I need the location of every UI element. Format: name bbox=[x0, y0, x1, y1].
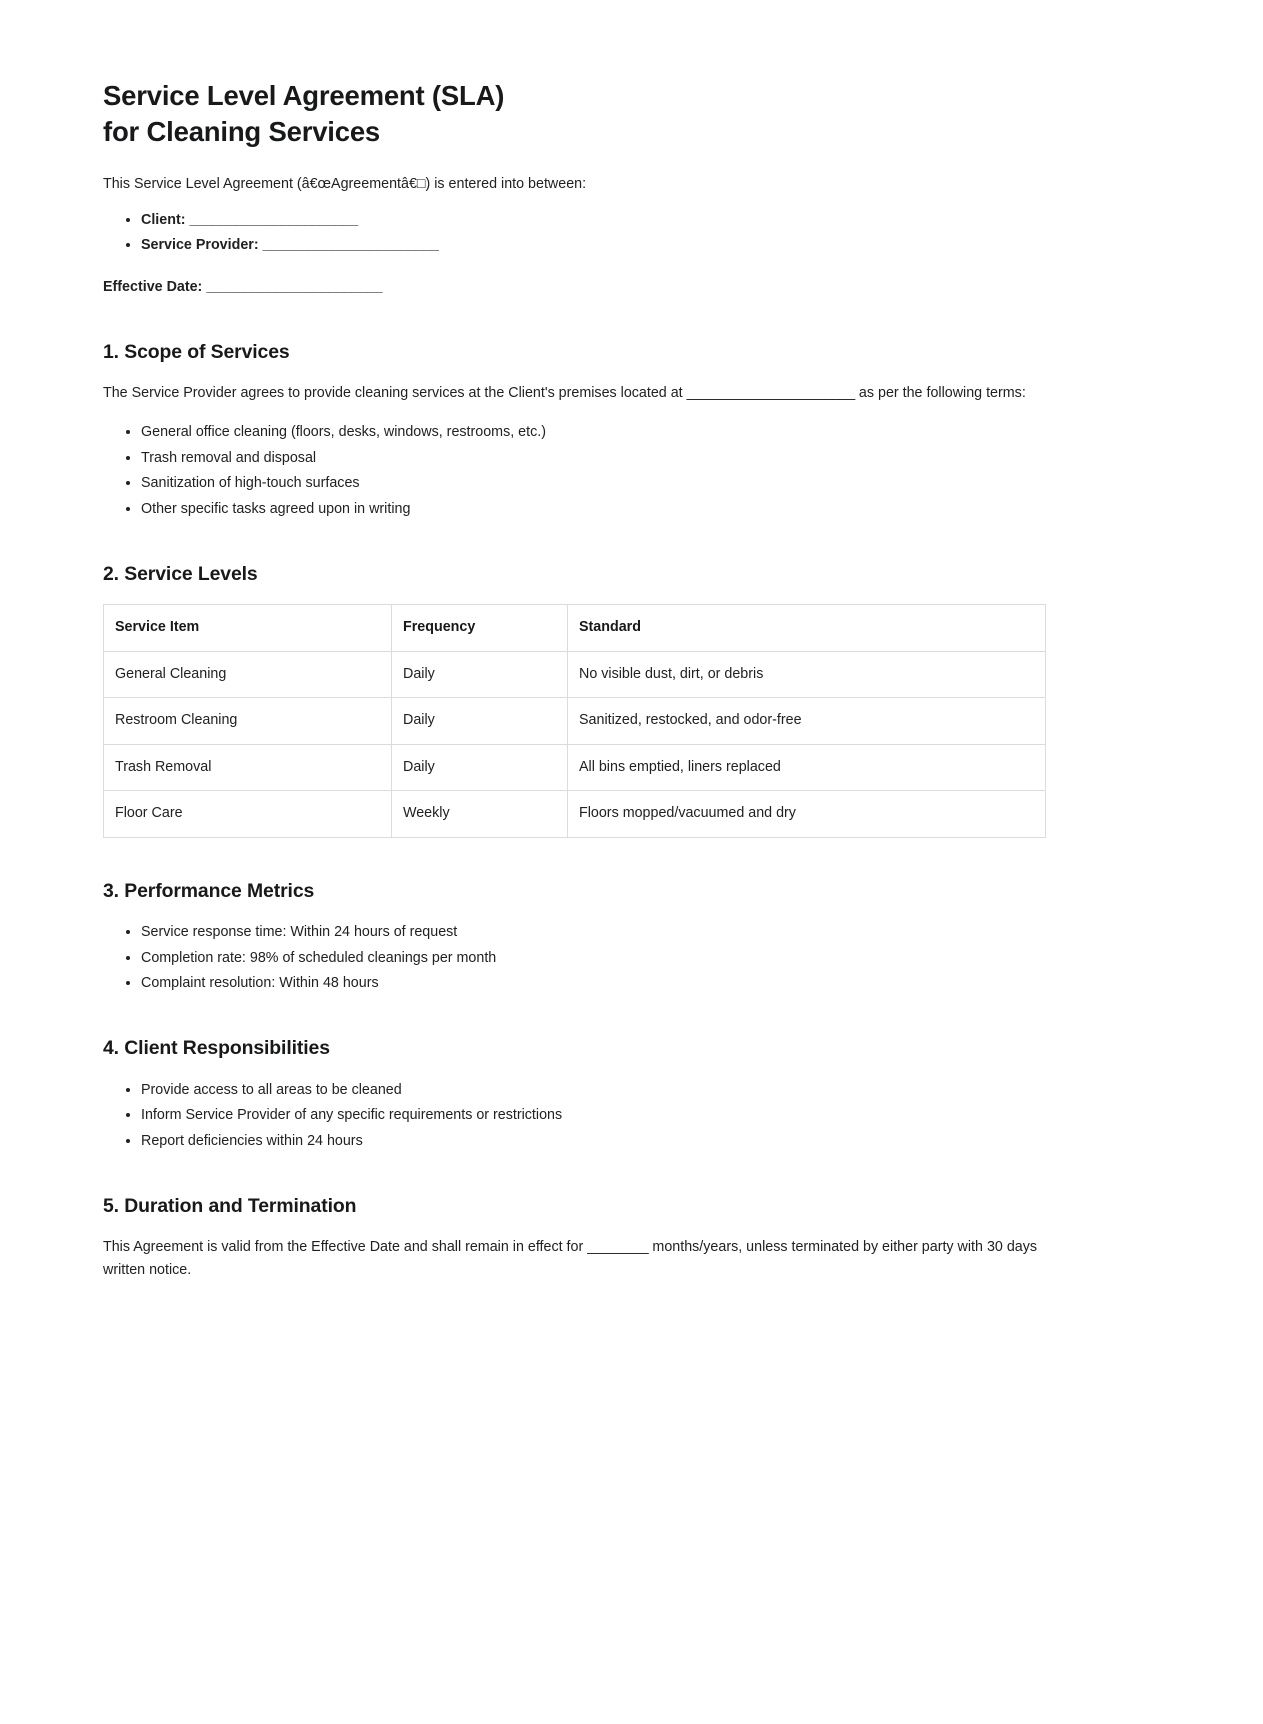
page-title-line-2: for Cleaning Services bbox=[103, 116, 381, 148]
cell-standard: All bins emptied, liners replaced bbox=[568, 744, 1046, 790]
section-heading-duration-termination: 5. Duration and Termination bbox=[103, 1195, 357, 1217]
client-label: Client: bbox=[141, 211, 186, 228]
list-item: • Completion rate: 98% of scheduled cleanings per month bbox=[141, 947, 1045, 970]
list-item: • General office cleaning (floors, desks, windows, restrooms, etc.) bbox=[141, 421, 1045, 444]
duration-term-blank: ________ bbox=[587, 1239, 649, 1256]
effective-date-label: Effective Date: bbox=[103, 278, 203, 295]
section-heading-client-responsibilities: 4. Client Responsibilities bbox=[103, 1037, 330, 1060]
list-item-service-provider bbox=[141, 234, 1045, 257]
parties-list bbox=[103, 209, 1045, 258]
section-heading-performance-metrics: 3. Performance Metrics bbox=[103, 879, 315, 902]
page-title-line-1: Service Level Agreement (SLA) bbox=[103, 80, 505, 111]
list-item-client bbox=[141, 209, 1045, 232]
table-row bbox=[104, 698, 1046, 744]
table-row bbox=[104, 791, 1046, 837]
client-blank: ______________________ bbox=[189, 211, 358, 228]
cell-standard: Sanitized, restocked, and odor-free bbox=[568, 698, 1046, 744]
cell-frequency: Daily bbox=[392, 698, 568, 744]
list-item: • Complaint resolution: Within 48 hours bbox=[141, 972, 1045, 995]
scope-paragraph-text-after: as per the following terms: bbox=[854, 384, 1026, 401]
table-row bbox=[104, 651, 1046, 697]
cell-standard: Floors mopped/vacuumed and dry bbox=[568, 791, 1046, 837]
service-provider-blank: _______________________ bbox=[262, 237, 439, 254]
list-item: • Other specific tasks agreed upon in writing bbox=[141, 498, 1045, 521]
cell-service-item: Floor Care bbox=[104, 791, 392, 837]
cell-service-item: Restroom Cleaning bbox=[104, 698, 392, 744]
list-item: • Sanitization of high-touch surfaces bbox=[141, 472, 1045, 495]
cell-frequency: Daily bbox=[392, 651, 568, 697]
duration-paragraph bbox=[103, 1236, 1045, 1282]
cell-standard: No visible dust, dirt, or debris bbox=[568, 651, 1046, 697]
cell-frequency: Daily bbox=[392, 744, 568, 790]
column-header-frequency: Frequency bbox=[392, 605, 568, 651]
list-item: • Provide access to all areas to be cleaned bbox=[141, 1079, 1045, 1102]
service-levels-table bbox=[103, 604, 1046, 837]
column-header-service-item: Service Item bbox=[104, 605, 392, 651]
scope-paragraph-text-before: The Service Provider agrees to provide cleaning services at the Client's premises located at bbox=[103, 384, 687, 401]
list-item: • Service response time: Within 24 hours of request bbox=[141, 921, 1045, 944]
effective-date-line bbox=[103, 276, 1045, 299]
performance-metrics-list bbox=[103, 921, 1045, 995]
scope-services-list bbox=[103, 421, 1045, 521]
scope-premises-blank: ______________________ bbox=[686, 384, 855, 401]
list-item: • Report deficiencies within 24 hours bbox=[141, 1130, 1045, 1153]
client-responsibilities-list bbox=[103, 1079, 1045, 1153]
scope-paragraph bbox=[103, 382, 1045, 405]
duration-paragraph-text-before: This Agreement is valid from the Effective Date and shall remain in effect for bbox=[103, 1239, 588, 1256]
service-provider-label: Service Provider: bbox=[141, 237, 259, 254]
list-item: • Trash removal and disposal bbox=[141, 447, 1045, 470]
table-row bbox=[104, 744, 1046, 790]
duration-paragraph-text-after: months/years, unless terminated by either party with 30 days written notice. bbox=[103, 1239, 1038, 1279]
effective-date-blank: _______________________ bbox=[206, 278, 383, 295]
cell-frequency: Weekly bbox=[392, 791, 568, 837]
section-heading-scope: 1. Scope of Services bbox=[103, 340, 290, 363]
column-header-standard: Standard bbox=[568, 605, 1046, 651]
section-heading-service-levels: 2. Service Levels bbox=[103, 563, 258, 586]
cell-service-item: Trash Removal bbox=[104, 744, 392, 790]
page-title bbox=[103, 78, 1045, 151]
cell-service-item: General Cleaning bbox=[104, 651, 392, 697]
intro-paragraph: This Service Level Agreement (â€œAgreementâ€□) is entered into between: bbox=[103, 175, 587, 192]
list-item: • Inform Service Provider of any specific requirements or restrictions bbox=[141, 1104, 1045, 1127]
table-header-row bbox=[104, 605, 1046, 651]
